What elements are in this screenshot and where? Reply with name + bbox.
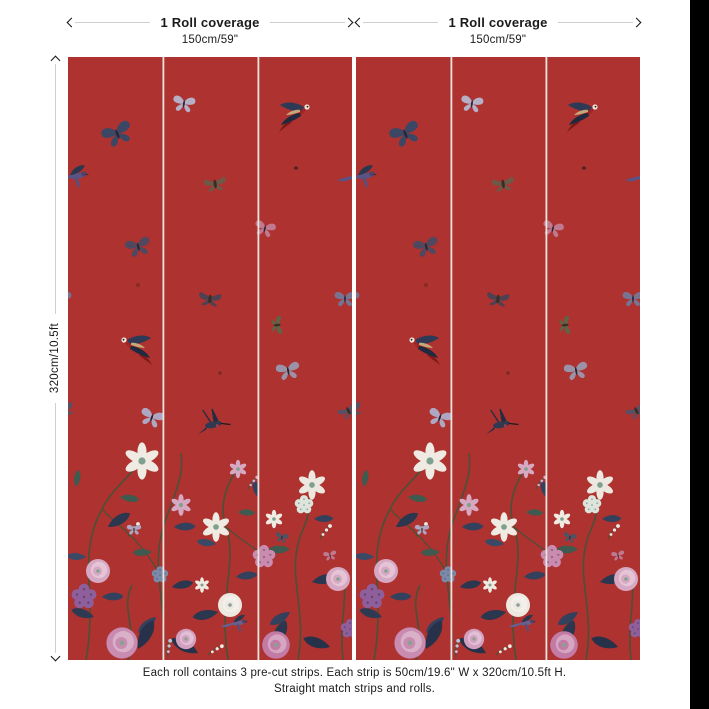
caption-line2: Straight match strips and rolls.	[273, 683, 436, 695]
roll2-width-arrow	[356, 14, 640, 31]
arrow-right-icon	[632, 18, 642, 28]
arrow-right-icon	[344, 18, 354, 28]
measure-line	[558, 22, 633, 23]
measure-line	[363, 22, 438, 23]
roll1-width-measure	[68, 14, 352, 46]
wallpaper-roll-2	[356, 57, 640, 660]
caption	[0, 665, 709, 697]
wallpaper-roll-2-art	[356, 57, 640, 660]
roll2-width-measure	[356, 14, 640, 46]
measure-line	[75, 22, 150, 23]
height-value: 320cm/10.5ft	[49, 323, 61, 394]
roll2-width-value: 150cm/59"	[469, 34, 527, 46]
right-black-bar	[690, 0, 709, 709]
arrow-left-icon	[67, 18, 77, 28]
arrow-left-icon	[355, 18, 365, 28]
roll1-width-value: 150cm/59"	[181, 34, 239, 46]
roll1-coverage-label: 1 Roll coverage	[160, 15, 260, 30]
measure-line	[270, 22, 345, 23]
caption-line1: Each roll contains 3 pre-cut strips. Each strip is 50cm/19.6" W x 320cm/10.5ft H.	[142, 667, 567, 679]
measure-line	[55, 64, 56, 314]
arrow-down-icon	[50, 652, 60, 662]
roll1-width-arrow	[68, 14, 352, 31]
wallpaper-roll-1-art	[68, 57, 352, 660]
measure-line	[55, 403, 56, 653]
arrow-up-icon	[50, 56, 60, 66]
roll2-coverage-label: 1 Roll coverage	[448, 15, 548, 30]
height-measure	[47, 57, 63, 660]
wallpaper-roll-1	[68, 57, 352, 660]
